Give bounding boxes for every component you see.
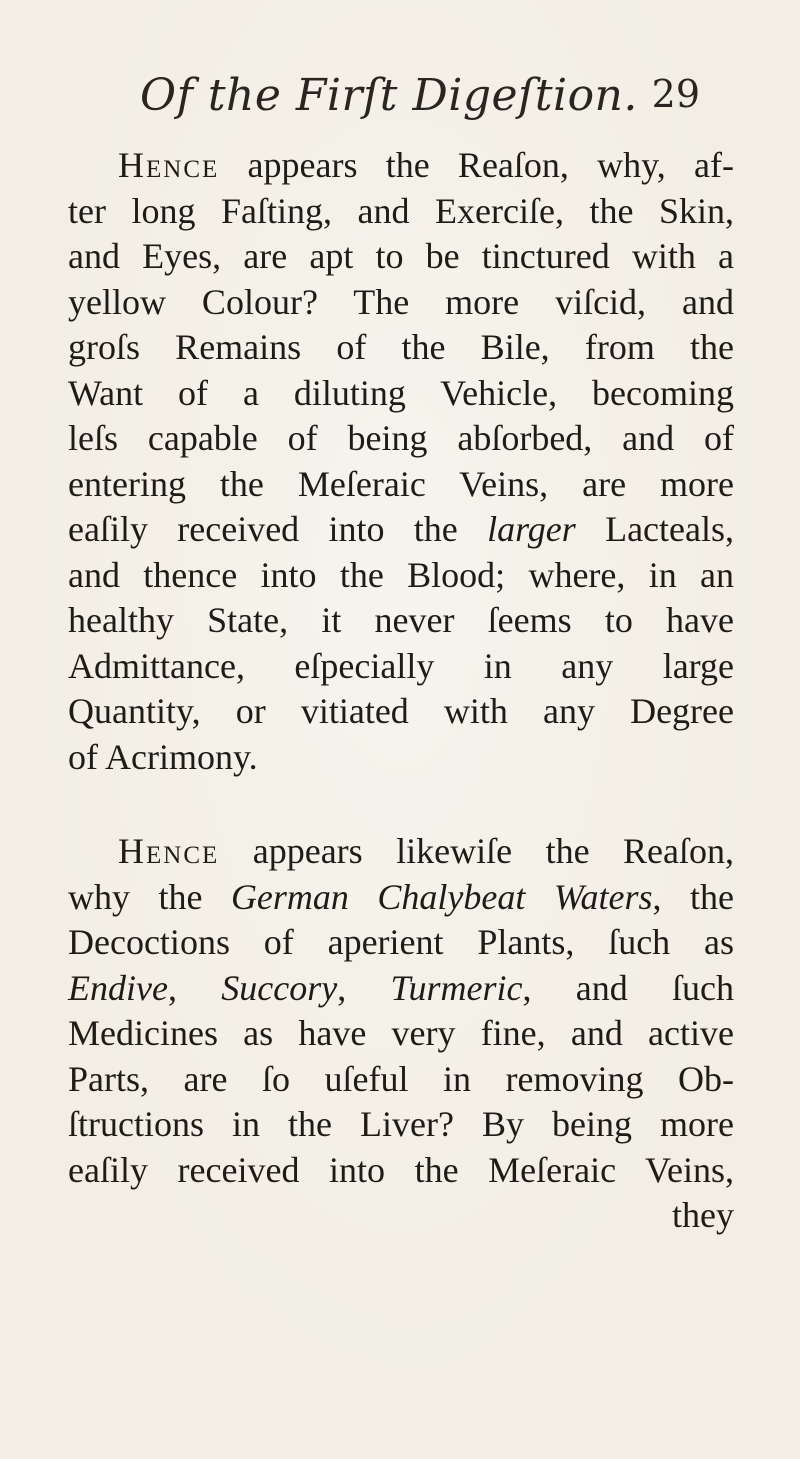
text-line: groſs Remains of the Bile, from the [68, 327, 734, 367]
text-line [68, 143, 734, 189]
text-line [68, 966, 734, 1012]
line-text: appears likewiſe the Reaſon, [219, 831, 734, 871]
text-line: and thence into the Blood; where, in an [68, 554, 734, 595]
text-line: and Eyes, are apt to be tinctured with a [68, 236, 734, 276]
text-line: Parts, are ſo uſeful in removing Ob- [68, 1058, 734, 1099]
catchword: they [672, 1195, 734, 1235]
italic-phrase: German Chalybeat Waters [230, 876, 653, 917]
line-text: , [167, 967, 222, 1008]
text-line: of Acrimony. [68, 736, 258, 777]
italic-word: Endive [68, 967, 168, 1008]
line-text: eaſily received into the [68, 509, 488, 549]
page-number: 29 [651, 72, 700, 116]
text-line [68, 875, 734, 921]
italic-word: larger [487, 509, 576, 549]
line-text: appears the Reaſon, why, af- [219, 145, 734, 185]
paragraph-hence-waters [68, 829, 734, 1239]
text-line: Admittance, eſpecially in any large [68, 645, 734, 686]
text-line: Medicines as have very fine, and active [68, 1013, 734, 1053]
text-line [68, 507, 734, 553]
italic-word: Turmeric [390, 967, 523, 1008]
text-line [68, 829, 734, 875]
text-line: Quantity, or vitiated with any Degree [68, 691, 734, 731]
text-line: entering the Meſeraic Veins, are more [68, 463, 734, 504]
text-line: ter long Faſting, and Exerciſe, the Skin, [68, 190, 734, 231]
text-line: ſtructions in the Liver? By being more [68, 1104, 734, 1144]
running-head [140, 70, 700, 130]
paragraph-hence-bile [68, 143, 734, 780]
text-line: eaſily received into the Meſeraic Veins, [68, 1149, 734, 1190]
text-line: leſs capable of being abſorbed, and of [68, 418, 734, 458]
line-text: Lacteals, [575, 509, 734, 549]
italic-word: Succory [221, 967, 338, 1008]
text-line: Want of a diluting Vehicle, becoming [68, 372, 734, 413]
line-text: , and ſuch [522, 967, 734, 1008]
text-line: Decoctions of aperient Plants, ſuch as [68, 922, 734, 962]
line-text: , the [652, 876, 735, 917]
line-text: , [337, 967, 391, 1008]
text-line: yellow Colour? The more viſcid, and [68, 281, 734, 322]
line-text: why the [68, 876, 231, 917]
running-title: Of the Firſt Digeſtion. [140, 70, 638, 121]
lead-word: Hence [118, 831, 220, 871]
lead-word: Hence [118, 145, 220, 185]
text-line: healthy State, it never ſeems to have [68, 600, 734, 640]
